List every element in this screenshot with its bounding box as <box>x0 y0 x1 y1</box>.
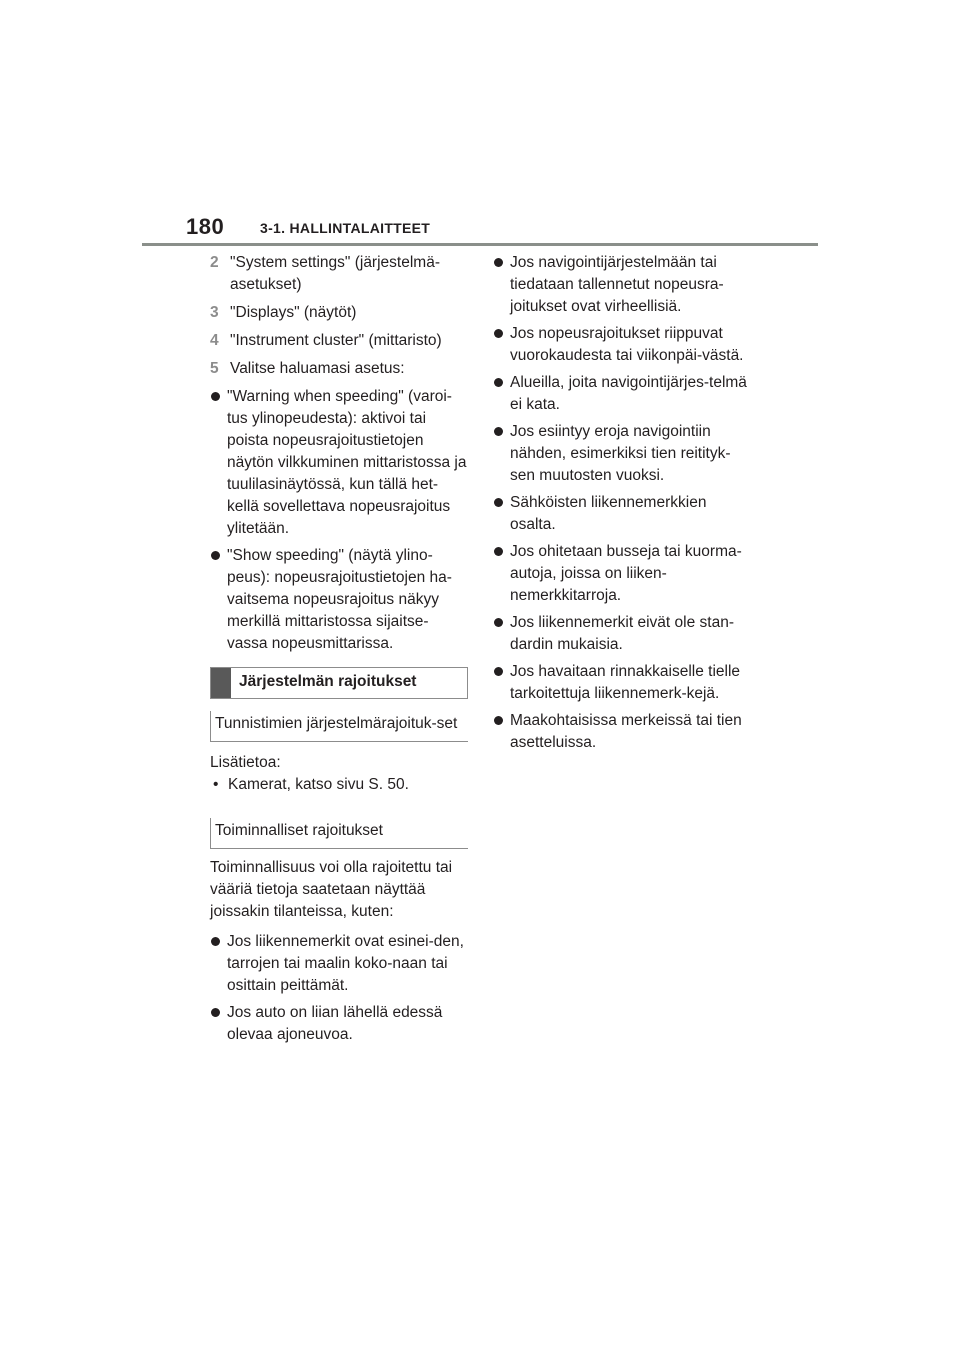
list-item <box>493 541 755 607</box>
bullet-dot-icon <box>494 498 503 507</box>
paragraph: Toiminnallisuus voi olla rajoitettu tai vääriä tietoja saatetaan näyttää joissakin tilanteissa, kuten: <box>210 859 453 920</box>
bullet-dot-icon <box>211 1008 220 1017</box>
step-item <box>210 330 468 352</box>
list-item-text: "Show speeding" (näytä ylino-peus): nopeusrajoitustietojen ha-vaitsema nopeusrajoitus näkyy merkillä mittaristossa sijaitse-vassa nopeusmittarissa. <box>227 547 452 652</box>
right-column <box>493 252 755 759</box>
subheading-sensor-limits: Tunnistimien järjestelmärajoituk-set <box>210 711 468 742</box>
list-item-text: Jos ohitetaan busseja tai kuorma-autoja, joissa on liiken-nemerkkitarroja. <box>510 543 742 604</box>
list-item-text: Maakohtaisissa merkeissä tai tien asetteluissa. <box>510 712 742 751</box>
list-item-text: Jos esiintyy eroja navigointiin nähden, esimerkiksi tien reitityk-sen muutosten vuoksi. <box>510 423 731 484</box>
step-text: "Instrument cluster" (mittaristo) <box>230 332 442 349</box>
bullet-dot-icon <box>494 427 503 436</box>
bullet-dot-icon <box>494 618 503 627</box>
step-item <box>210 358 468 380</box>
step-number: 2 <box>210 254 219 271</box>
step-item <box>210 302 468 324</box>
list-item-text: Jos auto on liian lähellä edessä olevaa ajoneuvoa. <box>227 1004 443 1043</box>
step-number: 4 <box>210 332 219 349</box>
list-item <box>210 545 468 655</box>
bullet-dot-icon <box>211 937 220 946</box>
bullet-dot-icon <box>494 329 503 338</box>
info-item <box>210 774 468 796</box>
bullet-dot-icon <box>494 547 503 556</box>
subheading-functional-limits: Toiminnalliset rajoitukset <box>210 818 468 849</box>
list-item <box>493 612 755 656</box>
dot-marker: • <box>213 776 219 793</box>
list-item <box>210 1002 468 1046</box>
list-item-text: Jos navigointijärjestelmään tai tiedataan tallennetut nopeusra-joitukset ovat virheellisiä. <box>510 254 724 315</box>
step-item <box>210 252 468 296</box>
info-block <box>210 752 468 796</box>
list-item-text: Jos liikennemerkit eivät ole stan-dardin mukaisia. <box>510 614 734 653</box>
bullet-dot-icon <box>211 551 220 560</box>
bullet-dot-icon <box>494 378 503 387</box>
list-item <box>210 931 468 997</box>
list-item-text: "Warning when speeding" (varoi-tus ylinopeudesta): aktivoi tai poista nopeusrajoitustietojen näytön vilkkuminen mittaristossa ja tuulilasinäytössä, kun tällä het-kellä sovellettava nopeusrajoitus ylitetään. <box>227 388 467 537</box>
left-column <box>210 252 468 1051</box>
list-item-text: Jos liikennemerkit ovat esinei-den, tarrojen tai maalin koko-naan tai osittain peittämät. <box>227 933 464 994</box>
step-text: "System settings" (järjestelmä-asetukset) <box>230 254 440 293</box>
info-item-text: Kamerat, katso sivu S. 50. <box>228 776 409 793</box>
header-divider <box>142 243 818 246</box>
list-item <box>493 421 755 487</box>
page-number: 180 <box>186 214 225 239</box>
list-item-text: Jos havaitaan rinnakkaiselle tielle tarkoitettuja liikennemerk-kejä. <box>510 663 741 702</box>
list-item <box>210 386 468 540</box>
list-item <box>493 661 755 705</box>
step-text: Valitse haluamasi asetus: <box>230 360 405 377</box>
bullet-dot-icon <box>211 392 220 401</box>
step-number: 5 <box>210 360 219 377</box>
list-item <box>493 252 755 318</box>
info-label: Lisätietoa: <box>210 754 281 771</box>
list-item-text: Sähköisten liikennemerkkien osalta. <box>510 494 707 533</box>
list-item-text: Jos nopeusrajoitukset riippuvat vuorokaudesta tai viikonpäi-västä. <box>510 325 744 364</box>
bullet-dot-icon <box>494 258 503 267</box>
step-text: "Displays" (näytöt) <box>230 304 357 321</box>
list-item-text: Alueilla, joita navigointijärjes-telmä ei kata. <box>510 374 747 413</box>
section-heading-text: Järjestelmän rajoitukset <box>239 673 417 690</box>
section-title: 3-1. HALLINTALAITTEET <box>260 220 431 236</box>
bullet-dot-icon <box>494 667 503 676</box>
heading-bar <box>211 668 231 698</box>
list-item <box>493 710 755 754</box>
list-item <box>493 323 755 367</box>
section-heading <box>210 667 468 699</box>
bullet-dot-icon <box>494 716 503 725</box>
list-item <box>493 372 755 416</box>
step-number: 3 <box>210 304 219 321</box>
list-item <box>493 492 755 536</box>
